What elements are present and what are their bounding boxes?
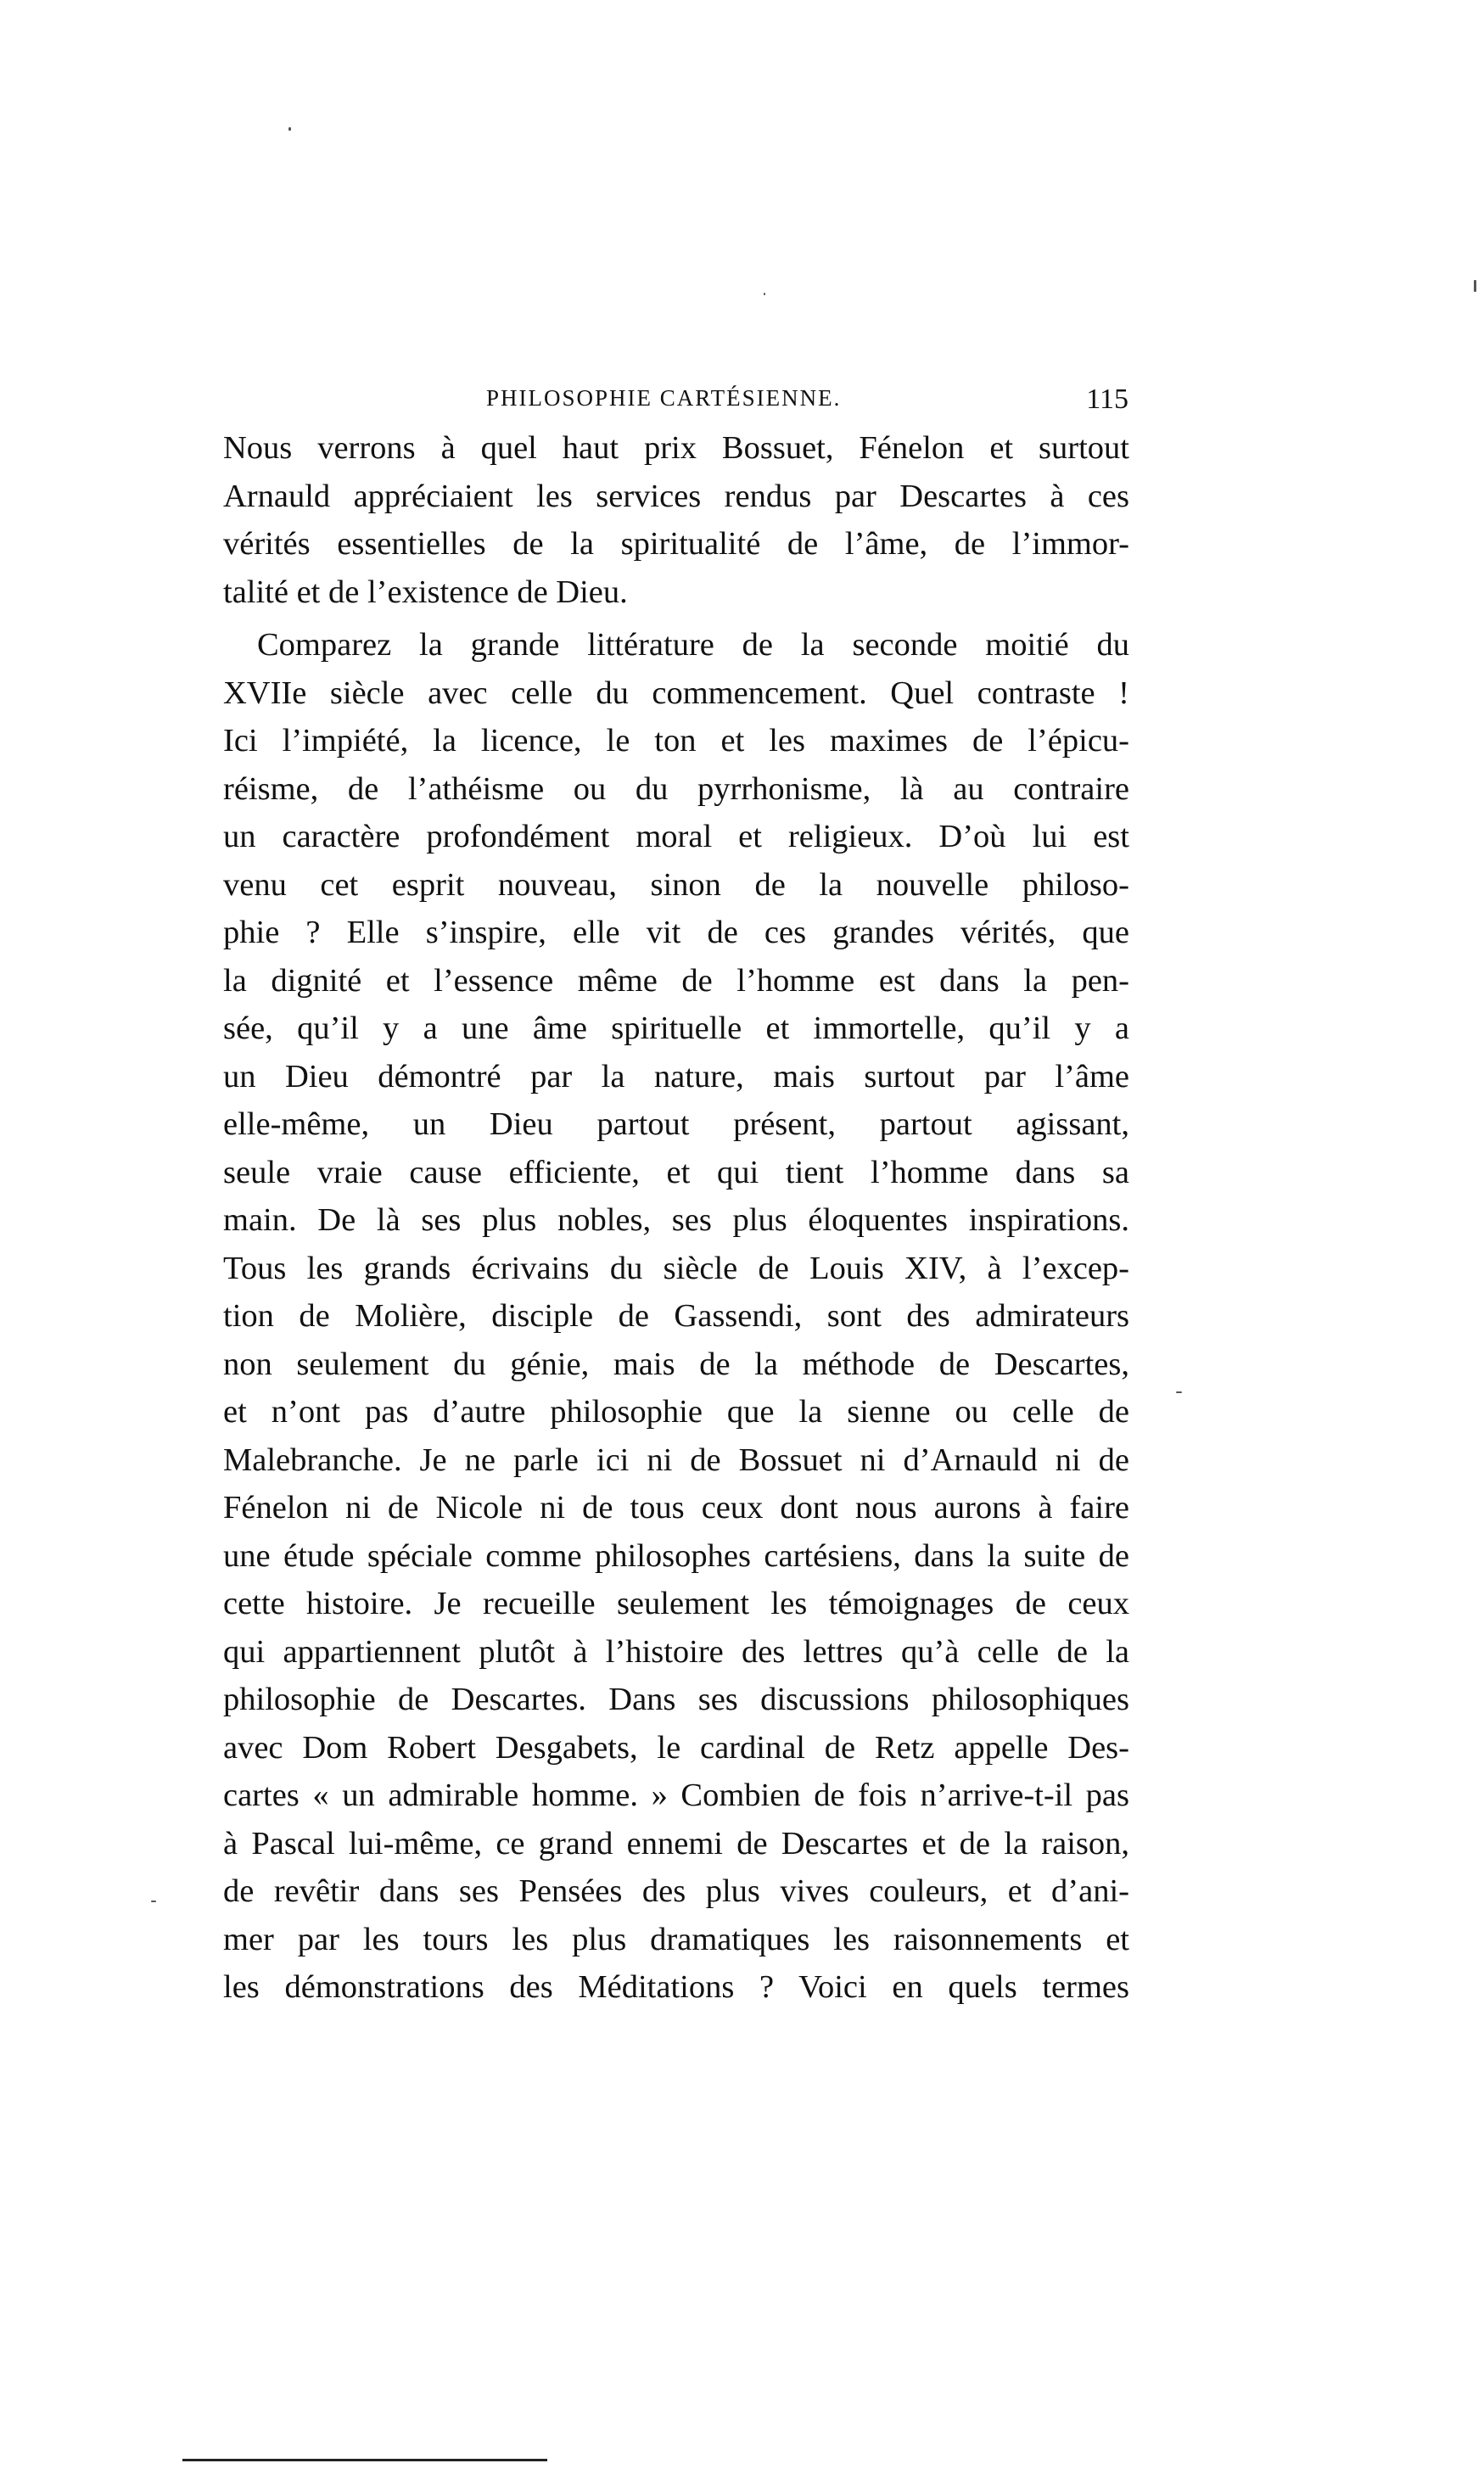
text-line: de revêtir dans ses Pensées des plus vives couleurs, et d’ani-	[223, 1873, 1129, 1909]
text-line: mer par les tours les plus dramatiques les raisonnements et	[223, 1921, 1129, 1957]
text-line: sée, qu’il y a une âme spirituelle et immortelle, qu’il y a	[223, 1010, 1129, 1046]
paragraph-2	[223, 621, 1129, 2012]
text-line: tion de Molière, disciple de Gassendi, sont des admirateurs	[223, 1298, 1129, 1334]
text-line: philosophie de Descartes. Dans ses discussions philosophiques	[223, 1682, 1129, 1717]
text-line: elle-même, un Dieu partout présent, partout agissant,	[223, 1106, 1129, 1142]
scan-speck	[151, 1901, 156, 1902]
page-header	[225, 378, 1128, 421]
text-line: Ici l’impiété, la licence, le ton et les maximes de l’épicu-	[223, 723, 1129, 759]
text-line: phie ? Elle s’inspire, elle vit de ces grandes vérités, que	[223, 915, 1129, 950]
page-number: 115	[1086, 383, 1128, 415]
text-line: cette histoire. Je recueille seulement les témoignages de ceux	[223, 1586, 1129, 1621]
running-head: PHILOSOPHIE CARTÉSIENNE.	[486, 385, 842, 411]
scan-speck	[1474, 280, 1476, 292]
text-line: et n’ont pas d’autre philosophie que la sienne ou celle de	[223, 1394, 1129, 1430]
text-line: Arnauld appréciaient les services rendus par Descartes à ces	[223, 478, 1129, 514]
text-line: venu cet esprit nouveau, sinon de la nouvelle philoso-	[223, 866, 1129, 903]
scan-speck	[764, 293, 765, 295]
text-line: une étude spéciale comme philosophes cartésiens, dans la suite de	[223, 1537, 1129, 1574]
text-line: main. De là ses plus nobles, ses plus éloquentes inspirations.	[223, 1202, 1129, 1238]
text-line: talité et de l’existence de Dieu.	[223, 574, 628, 610]
text-line: non seulement du génie, mais de la méthode de Descartes,	[223, 1346, 1129, 1382]
text-line: Malebranche. Je ne parle ici ni de Bossuet ni d’Arnauld ni de	[223, 1442, 1129, 1478]
text-line: un Dieu démontré par la nature, mais surtout par l’âme	[223, 1058, 1129, 1094]
text-line: réisme, de l’athéisme ou du pyrrhonisme, là au contraire	[223, 770, 1129, 807]
text-line: un caractère profondément moral et religieux. D’où lui est	[223, 819, 1129, 854]
bottom-rule	[182, 2459, 547, 2461]
text-line: la dignité et l’essence même de l’homme est dans la pen-	[223, 962, 1129, 999]
text-line: vérités essentielles de la spiritualité de l’âme, de l’immor-	[223, 526, 1129, 562]
body-text	[223, 424, 1129, 2012]
text-line: à Pascal lui-même, ce grand ennemi de Descartes et de la raison,	[223, 1825, 1129, 1861]
text-line: Comparez la grande littérature de la seconde moitié du	[257, 627, 1129, 663]
text-line: cartes « un admirable homme. » Combien de fois n’arrive-t-il pas	[223, 1777, 1129, 1813]
text-line: avec Dom Robert Desgabets, le cardinal de Retz appelle Des-	[223, 1729, 1129, 1766]
text-line: XVIIe siècle avec celle du commencement. Quel contraste !	[223, 675, 1129, 711]
paragraph-1	[223, 424, 1129, 616]
text-line: qui appartiennent plutôt à l’histoire des lettres qu’à celle de la	[223, 1633, 1129, 1670]
scan-speck	[288, 127, 291, 131]
text-line: les démonstrations des Méditations ? Voici en quels termes	[223, 1969, 1129, 2005]
scan-speck	[1176, 1391, 1182, 1393]
text-line: Nous verrons à quel haut prix Bossuet, Fénelon et surtout	[223, 430, 1129, 466]
text-line: Fénelon ni de Nicole ni de tous ceux dont nous aurons à faire	[223, 1490, 1129, 1526]
text-line: seule vraie cause efficiente, et qui tient l’homme dans sa	[223, 1154, 1129, 1190]
text-line: Tous les grands écrivains du siècle de Louis XIV, à l’excep-	[223, 1250, 1129, 1286]
